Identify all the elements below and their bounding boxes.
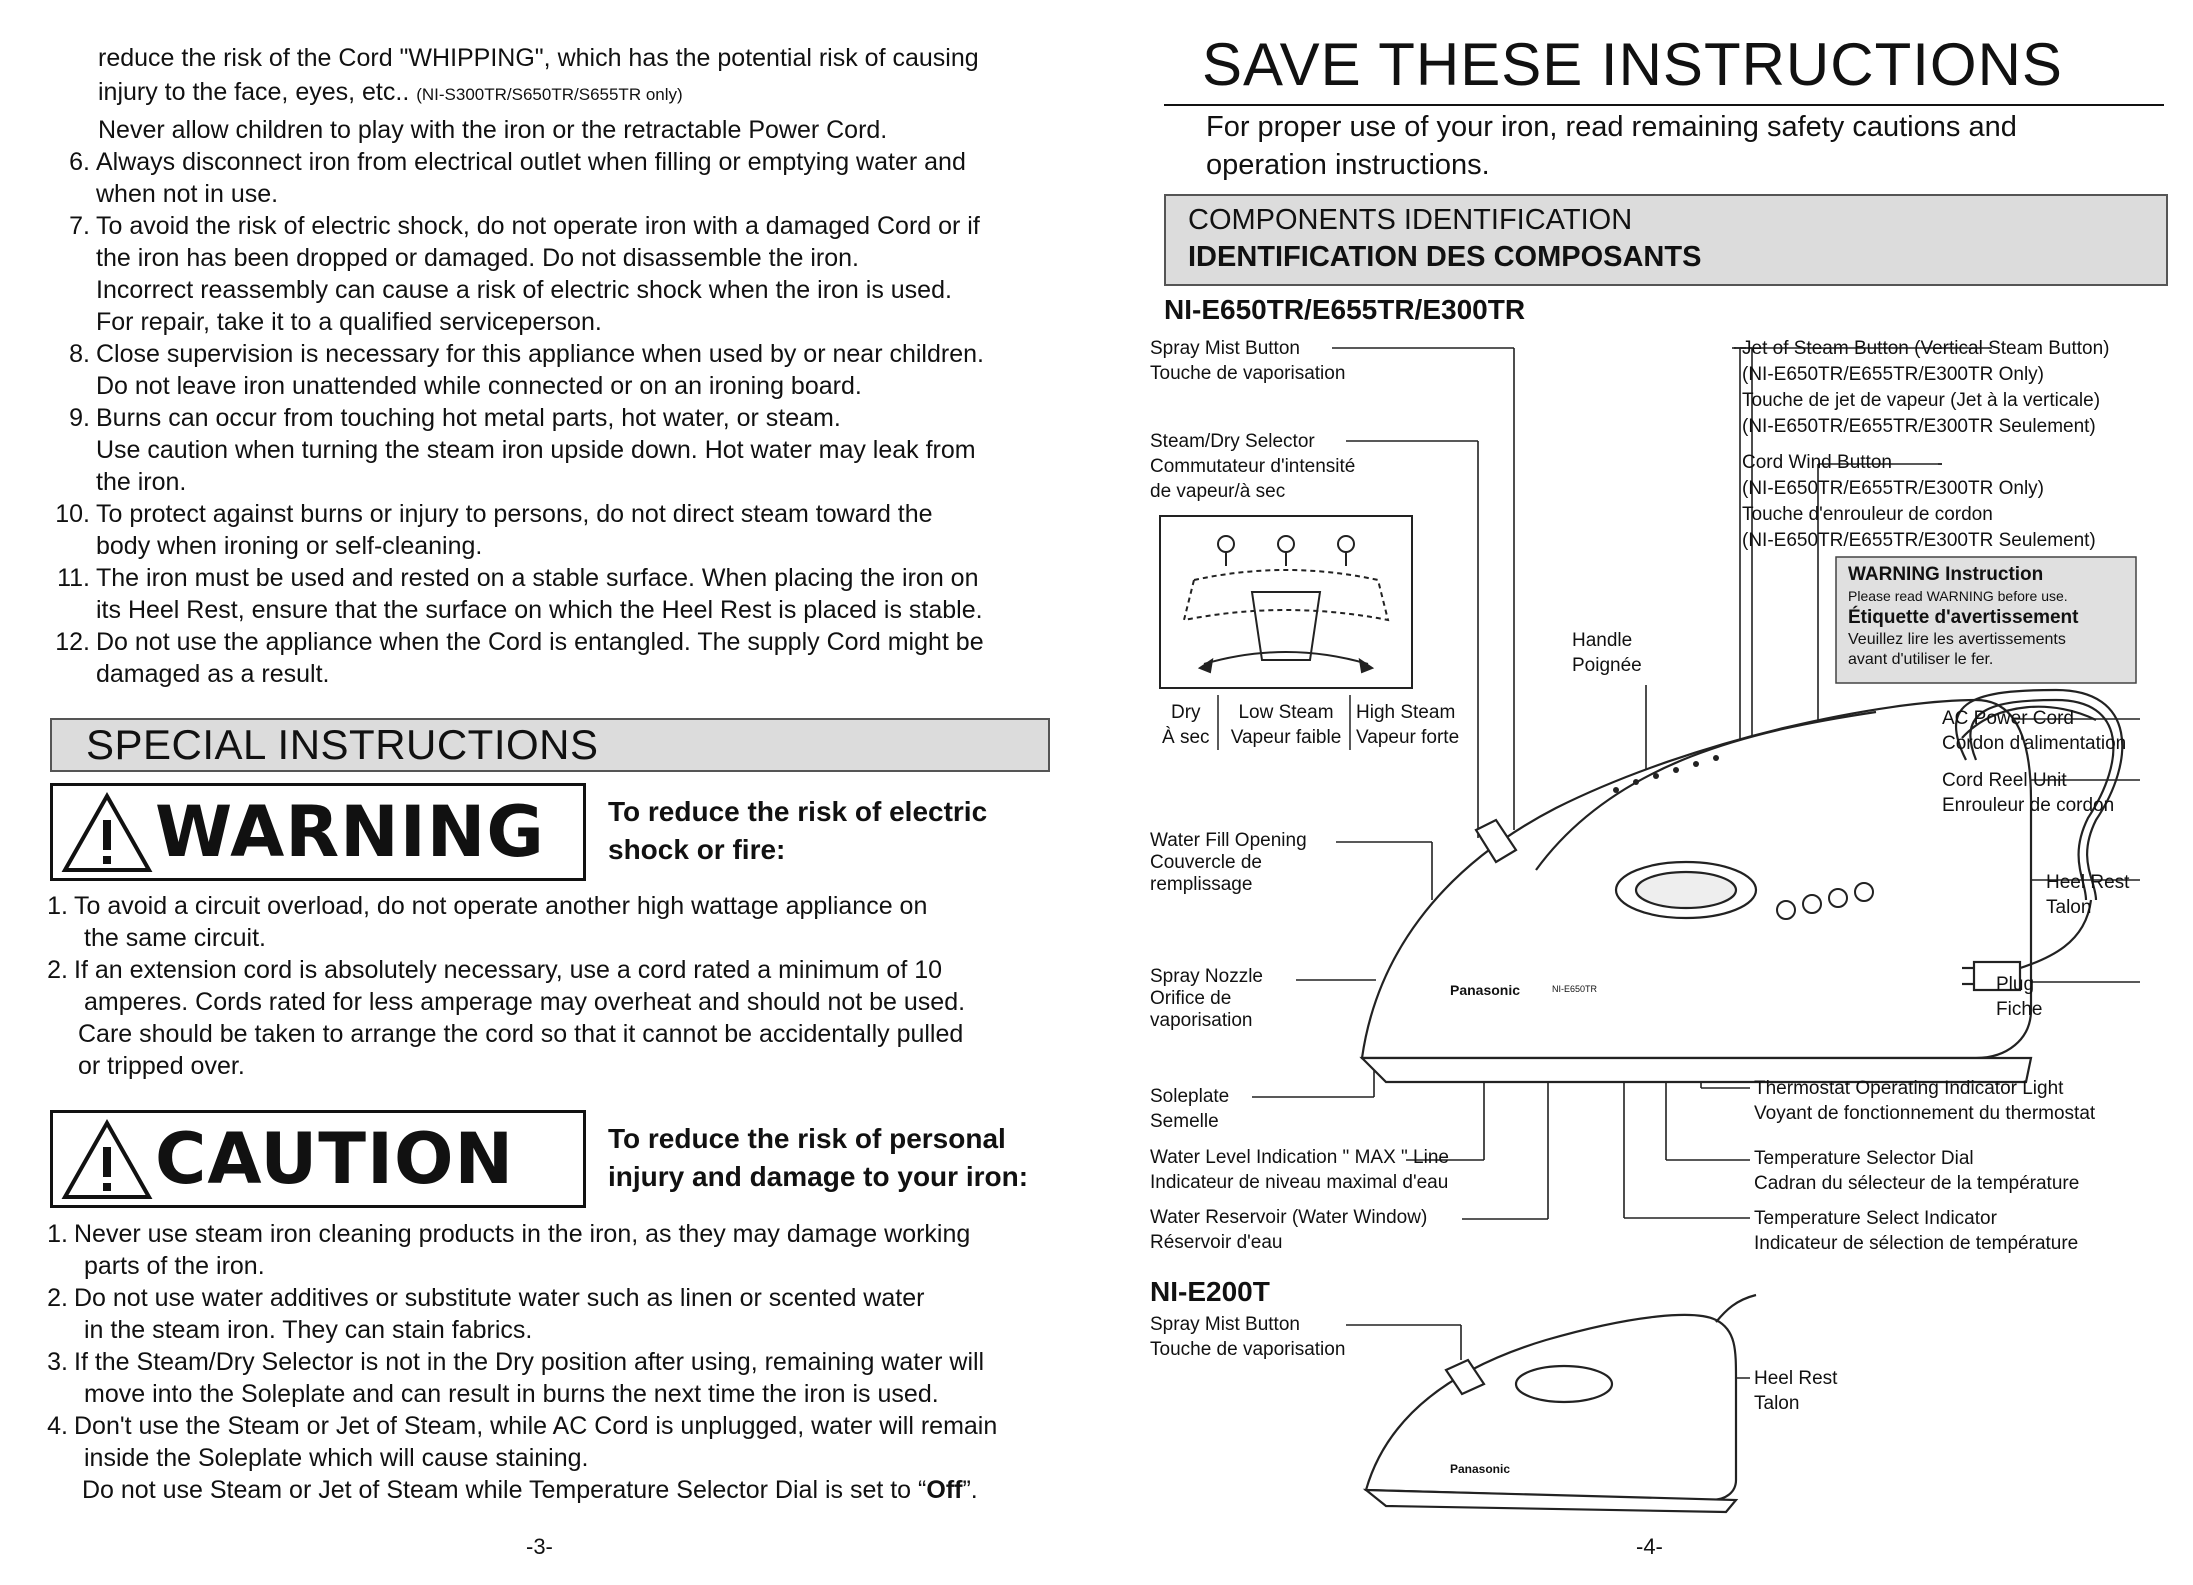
label-temp-dial	[1754, 1146, 2079, 1196]
list-item	[48, 626, 984, 690]
label-en: Cord Reel Unit	[1942, 770, 2067, 791]
label-fr: Enrouleur de cordon	[1942, 795, 2115, 816]
label-fr: Orifice de	[1150, 988, 1232, 1009]
item-number: 1.	[47, 1220, 68, 1248]
label-fr: Cordon d'alimentation	[1942, 733, 2127, 754]
safety-list	[48, 146, 984, 690]
item-text: when not in use.	[96, 180, 279, 208]
item-text: The iron must be used and rested on a stable surface. When placing the iron on	[96, 564, 979, 592]
warning-label-text-en: Please read WARNING before use.	[1848, 588, 2068, 604]
label-en: Thermostat Operating Indicator Light	[1754, 1078, 2064, 1099]
list-item	[48, 498, 984, 562]
label-thermostat	[1754, 1076, 2095, 1126]
label-fr: Réservoir d'eau	[1150, 1232, 1283, 1253]
item-text: Care should be taken to arrange the cord so that it cannot be accidentally pulled	[78, 1020, 964, 1048]
label-en: AC Power Cord	[1942, 708, 2074, 729]
iron-model-tag: NI-E650TR	[1552, 984, 1598, 994]
label-fr: Talon	[1754, 1393, 1800, 1414]
list-item	[48, 338, 984, 402]
caution-tagline-line: injury and damage to your iron:	[608, 1161, 1029, 1192]
label-soleplate	[1150, 1084, 1229, 1134]
label-fr: Commutateur d'intensité	[1150, 456, 1356, 477]
warning-label-title-en: WARNING Instruction	[1848, 564, 2044, 585]
label-water-fill	[1150, 830, 1307, 896]
label-en: Spray Nozzle	[1150, 966, 1263, 987]
item-text: move into the Soleplate and can result in burns the next time the iron is used.	[84, 1380, 939, 1408]
label-fr: Indicateur de niveau maximal d'eau	[1150, 1172, 1449, 1193]
label-model-note: (NI-E650TR/E655TR/E300TR Only)	[1742, 478, 2044, 499]
iron-brand-label: Panasonic	[1450, 982, 1521, 998]
label-en: Soleplate	[1150, 1086, 1230, 1107]
item-number: 11.	[57, 564, 90, 592]
label-steam-dry	[1150, 429, 1355, 504]
label-fr: Semelle	[1150, 1111, 1219, 1132]
item-text: the iron has been dropped or damaged. Do not disassemble the iron.	[96, 244, 859, 272]
list-item	[48, 402, 984, 498]
item-text: body when ironing or self-cleaning.	[96, 532, 483, 560]
warning-label-text-fr: avant d'utiliser le fer.	[1848, 651, 1994, 668]
right-page	[1096, 0, 2193, 1585]
label-en: Steam/Dry Selector	[1150, 431, 1315, 452]
label-high-steam	[1356, 700, 1459, 750]
components-title-fr: IDENTIFICATION DES COMPOSANTS	[1188, 241, 1702, 273]
list-item	[48, 562, 984, 626]
item-text: To protect against burns or injury to persons, do not direct steam toward the	[96, 500, 933, 528]
item-text: Use caution when turning the steam iron upside down. Hot water may leak from	[96, 436, 976, 464]
item-number: 8.	[69, 340, 90, 368]
label-en: Temperature Selector Dial	[1754, 1148, 1974, 1169]
warning-label-title-fr: Étiquette d'avertissement	[1848, 607, 2079, 628]
label-fr: Couvercle de	[1150, 852, 1262, 873]
caution-word: CAUTION	[155, 1118, 515, 1200]
page-number-right: -4-	[1636, 1534, 1663, 1559]
model-second: NI-E200T	[1150, 1276, 1270, 1307]
label-fr: Vapeur faible	[1230, 727, 1342, 748]
warning-tagline-line: shock or fire:	[608, 834, 786, 865]
label-en: Plug	[1996, 974, 2035, 995]
label-en: Jet of Steam Button (Vertical Steam Button)	[1742, 338, 2110, 359]
list-item	[48, 210, 984, 338]
item-number: 9.	[69, 404, 90, 432]
label-fr: Talon	[2046, 897, 2092, 918]
label-en: Water Level Indication " MAX " Line	[1150, 1147, 1449, 1168]
item-text: If the Steam/Dry Selector is not in the Dry position after using, remaining water will	[74, 1348, 985, 1376]
left-page	[0, 0, 1096, 1585]
label-low-steam	[1224, 700, 1348, 750]
page-number-left: -3-	[526, 1534, 553, 1559]
label-fr: Touche de vaporisation	[1150, 1339, 1346, 1360]
item-text: To avoid a circuit overload, do not operate another high wattage appliance on	[74, 892, 928, 920]
warning-label-text-fr: Veuillez lire les avertissements	[1848, 631, 2066, 648]
model-main: NI-E650TR/E655TR/E300TR	[1164, 294, 1526, 325]
list-item	[30, 954, 965, 1082]
label-fr: Touche d'enrouleur de cordon	[1742, 504, 1993, 525]
intro-line-2-text: injury to the face, eyes, etc..	[98, 78, 410, 106]
label-plug	[1996, 972, 2042, 1022]
item-number: 6.	[69, 148, 90, 176]
label-en: Cord Wind Button	[1742, 452, 1892, 473]
warning-instruction-label	[1848, 562, 2134, 670]
label-en: High Steam	[1356, 702, 1456, 723]
item-text: Always disconnect iron from electrical outlet when filling or emptying water and	[96, 148, 966, 176]
label-water-level	[1150, 1145, 1449, 1195]
label-en: Spray Mist Button	[1150, 1314, 1300, 1335]
label-en: Low Steam	[1238, 702, 1334, 723]
list-item	[30, 1410, 997, 1506]
intro-line-2	[98, 76, 683, 111]
item-number: 2.	[47, 956, 68, 984]
label-en: Water Fill Opening	[1150, 830, 1307, 851]
item-number: 3.	[47, 1348, 68, 1376]
label-en: Water Reservoir (Water Window)	[1150, 1207, 1428, 1228]
iron2-brand-label: Panasonic	[1450, 1462, 1511, 1476]
item-text: damaged as a result.	[96, 660, 330, 688]
label-fr: remplissage	[1150, 874, 1253, 895]
item-text: in the steam iron. They can stain fabrics.	[84, 1316, 533, 1344]
page-title: SAVE THESE INSTRUCTIONS	[1202, 31, 2063, 98]
warning-triangle-icon	[59, 790, 155, 874]
label-fr: À sec	[1162, 727, 1210, 748]
label-en: Heel Rest	[2046, 872, 2130, 893]
label-en: Spray Mist Button	[1150, 338, 1300, 359]
label-fr: Poignée	[1572, 655, 1642, 676]
item-text: Burns can occur from touching hot metal parts, hot water, or steam.	[96, 404, 841, 432]
item-text: the same circuit.	[84, 924, 267, 952]
label-water-reservoir	[1150, 1205, 1427, 1255]
warning-box	[50, 783, 586, 881]
item-text: For repair, take it to a qualified serviceperson.	[96, 308, 602, 336]
label-fr: Touche de vaporisation	[1150, 363, 1346, 384]
subtitle-line: For proper use of your iron, read remaining safety cautions and	[1206, 111, 2017, 143]
item-text: If an extension cord is absolutely necessary, use a cord rated a minimum of 10	[74, 956, 943, 984]
special-instructions-header	[50, 718, 1050, 772]
label-jet-steam	[1742, 336, 2110, 440]
item-text: Never use steam iron cleaning products in the iron, as they may damage working	[74, 1220, 971, 1248]
intro-line-1: reduce the risk of the Cord "WHIPPING", which has the potential risk of causing	[98, 44, 979, 72]
label-model-note: (NI-E650TR/E655TR/E300TR Only)	[1742, 364, 2044, 385]
item-number: 10.	[55, 500, 90, 528]
item-text: Do not use water additives or substitute water such as linen or scented water	[74, 1284, 925, 1312]
item-text: To avoid the risk of electric shock, do not operate iron with a damaged Cord or if	[96, 212, 980, 240]
label-en: Temperature Select Indicator	[1754, 1208, 1997, 1229]
item-text: Don't use the Steam or Jet of Steam, while AC Cord is unplugged, water will remain	[74, 1412, 998, 1440]
intro-model-note: (NI-S300TR/S650TR/S655TR only)	[416, 85, 683, 104]
label-fr: Touche de jet de vapeur (Jet à la verticale)	[1742, 390, 2101, 411]
components-title-en: COMPONENTS IDENTIFICATION	[1188, 204, 1633, 236]
label-fr: Voyant de fonctionnement du thermostat	[1754, 1103, 2096, 1124]
warning-tagline	[608, 793, 987, 869]
item-text: or tripped over.	[78, 1052, 245, 1080]
label-fr: Fiche	[1996, 999, 2043, 1020]
label-handle	[1572, 628, 1642, 678]
caution-list	[30, 1218, 997, 1506]
label-fr: Cadran du sélecteur de la température	[1754, 1173, 2080, 1194]
item-text: Do not leave iron unattended while connected or on an ironing board.	[96, 372, 862, 400]
label-model-note: (NI-E650TR/E655TR/E300TR Seulement)	[1742, 530, 2096, 551]
warning-tagline-line: To reduce the risk of electric	[608, 796, 988, 827]
item-number: 4.	[47, 1412, 68, 1440]
off-setting: Off	[926, 1476, 963, 1504]
label-model-note: (NI-E650TR/E655TR/E300TR Seulement)	[1742, 416, 2096, 437]
label-en: Handle	[1572, 630, 1633, 651]
item-text: the iron.	[96, 468, 187, 496]
list-item	[30, 890, 965, 954]
intro-line-3: Never allow children to play with the iron or the retractable Power Cord.	[98, 116, 888, 144]
warning-list	[30, 890, 965, 1082]
special-instructions-title: SPECIAL INSTRUCTIONS	[86, 721, 599, 768]
label-dry	[1162, 700, 1210, 750]
subtitle-line: operation instructions.	[1206, 149, 1490, 181]
caution-tagline-line: To reduce the risk of personal	[608, 1123, 1006, 1154]
label-fr: de vapeur/à sec	[1150, 481, 1286, 502]
item-text: ”.	[962, 1476, 978, 1504]
item-text: inside the Soleplate which will cause staining.	[84, 1444, 589, 1472]
item-text: Do not use the appliance when the Cord is entangled. The supply Cord might be	[96, 628, 984, 656]
caution-triangle-icon	[59, 1117, 155, 1201]
label-en: Heel Rest	[1754, 1368, 1838, 1389]
label-spray-mist-2	[1150, 1312, 1345, 1362]
item-text: its Heel Rest, ensure that the surface on which the Heel Rest is placed is stable.	[96, 596, 983, 624]
item-text: parts of the iron.	[84, 1252, 265, 1280]
item-number: 1.	[47, 892, 68, 920]
caution-box	[50, 1110, 586, 1208]
caution-tagline	[608, 1120, 1028, 1196]
label-fr: Vapeur forte	[1356, 727, 1460, 748]
label-en: Dry	[1170, 702, 1201, 723]
label-temp-indicator	[1754, 1206, 2078, 1256]
list-item	[30, 1282, 997, 1346]
item-text: amperes. Cords rated for less amperage may overheat and should not be used.	[84, 988, 966, 1016]
label-heel-rest-2	[1754, 1366, 1837, 1416]
label-heel-rest	[2046, 870, 2129, 920]
list-item	[30, 1218, 997, 1282]
item-text: Close supervision is necessary for this appliance when used by or near children.	[96, 340, 984, 368]
label-fr: vaporisation	[1150, 1010, 1253, 1031]
label-fr: Indicateur de sélection de température	[1754, 1233, 2079, 1254]
item-number: 7.	[69, 212, 90, 240]
label-spray-nozzle	[1150, 966, 1263, 1032]
warning-word: WARNING	[155, 791, 545, 873]
label-spray-mist	[1150, 336, 1345, 386]
list-item	[30, 1346, 997, 1410]
label-cord-wind	[1742, 450, 2096, 554]
item-number: 2.	[47, 1284, 68, 1312]
item-number: 12.	[55, 628, 90, 656]
label-cord-reel	[1942, 768, 2114, 818]
list-item	[48, 146, 984, 210]
item-text: Do not use Steam or Jet of Steam while Temperature Selector Dial is set to “	[82, 1476, 927, 1504]
item-text: Incorrect reassembly can cause a risk of electric shock when the iron is used.	[96, 276, 952, 304]
label-ac-cord	[1942, 706, 2126, 756]
